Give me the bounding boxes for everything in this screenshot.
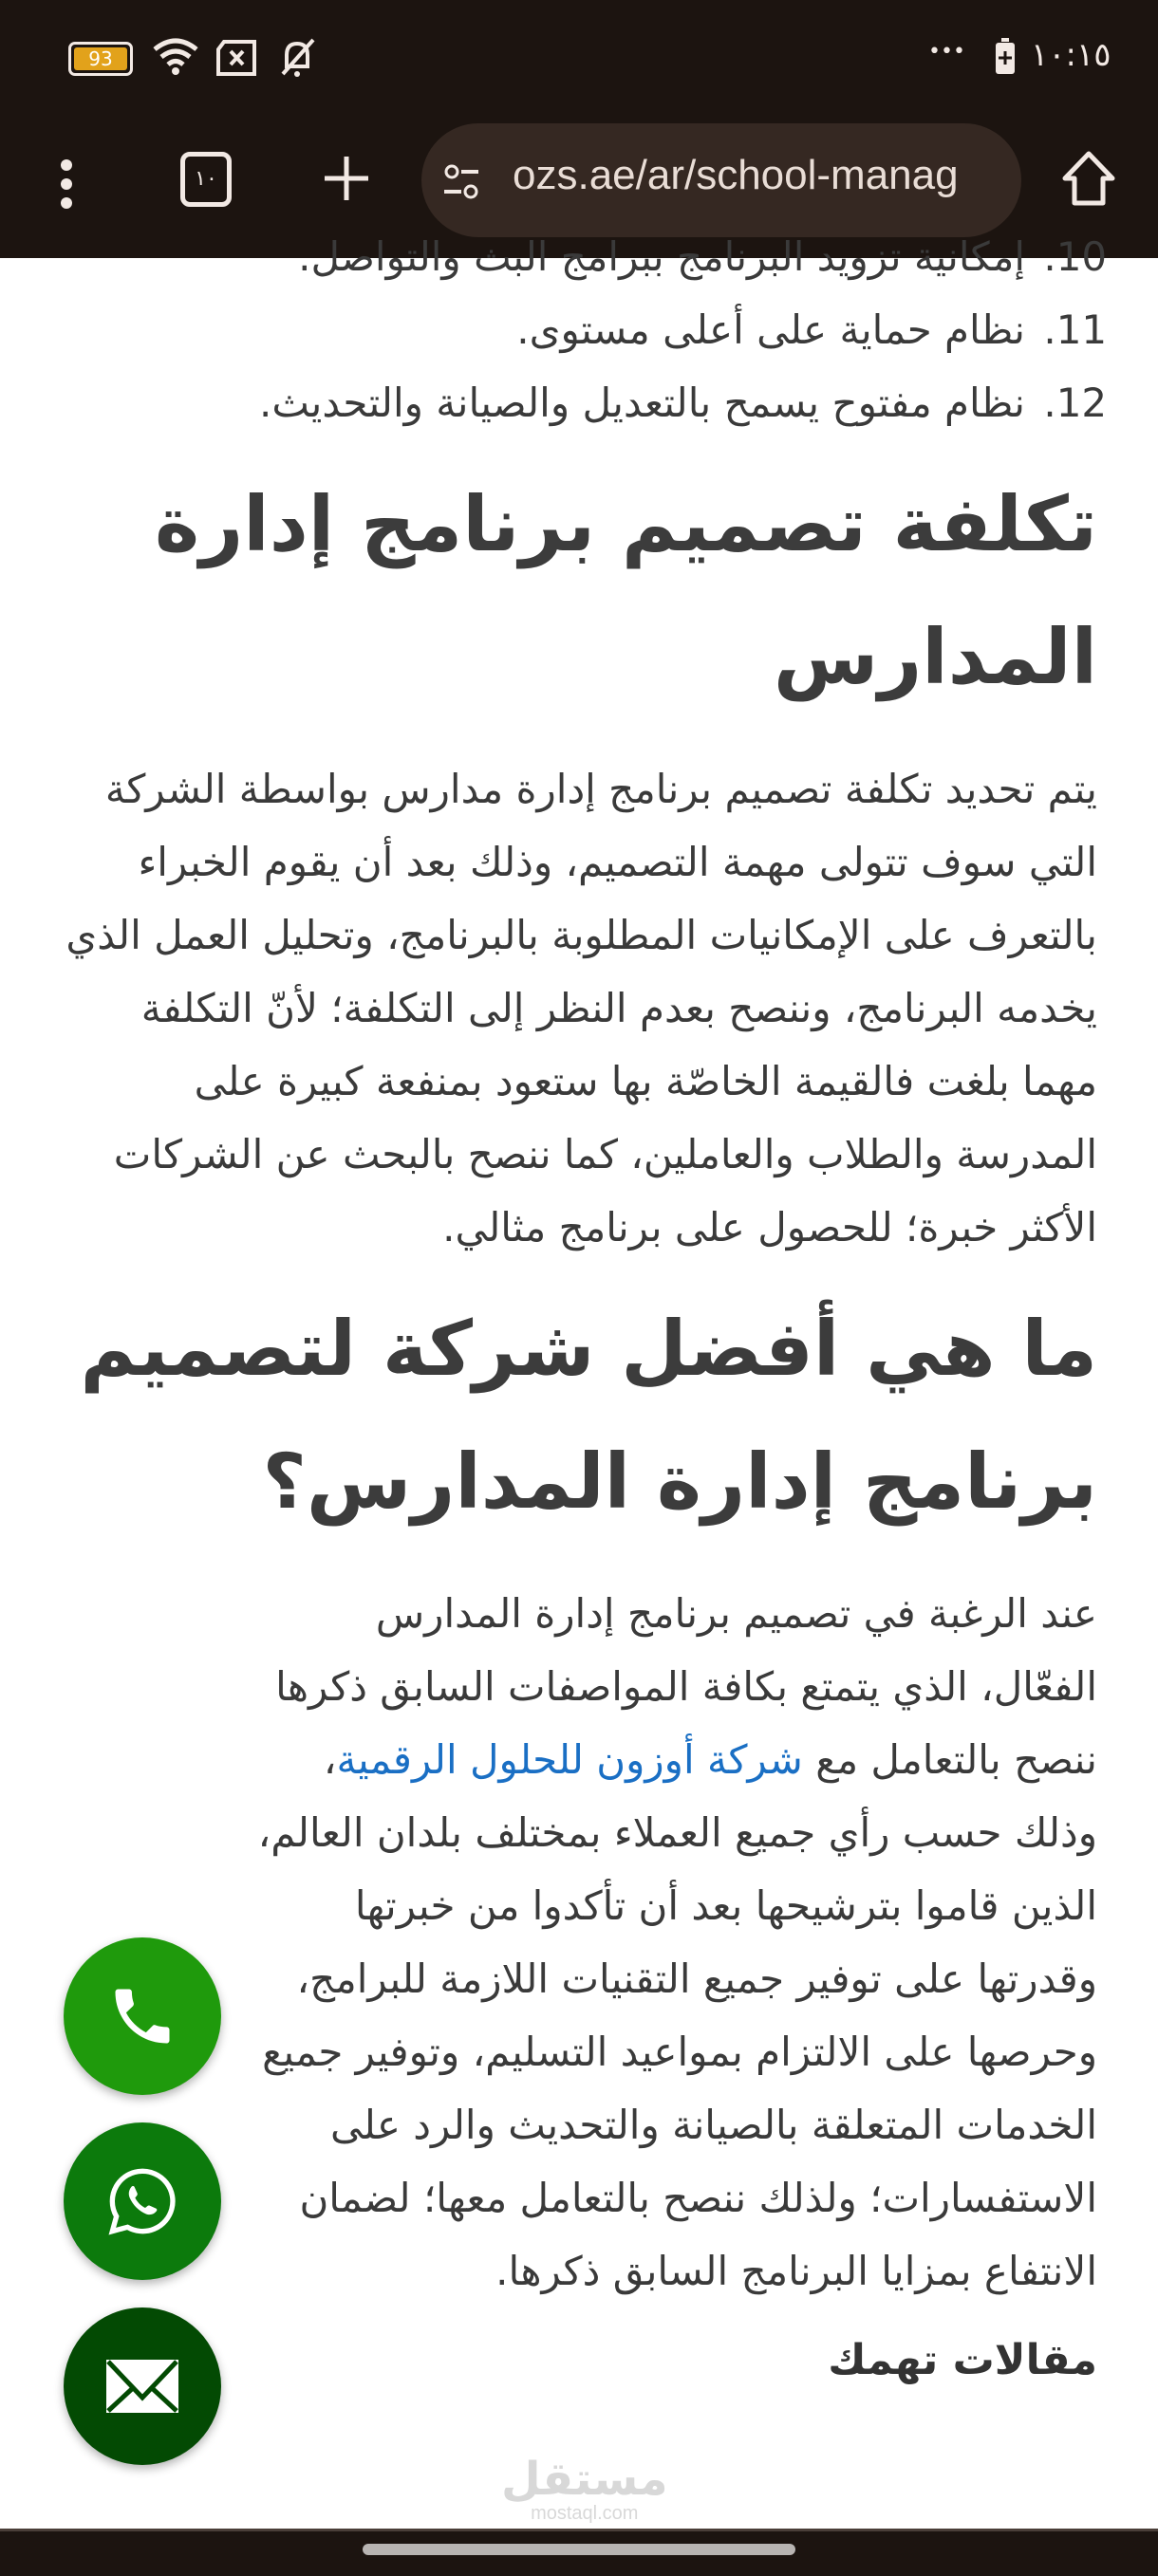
watermark-logo: مستقل mostaql.com: [501, 2453, 668, 2524]
gesture-nav-bar: [0, 2529, 1158, 2576]
paragraph-text: عند الرغبة في تصميم برنامج إدارة المدارس الفعّال، الذي يتمتع بكافة المواصفات السابق ذكرها ننصح بالتعامل مع: [275, 1590, 1097, 1783]
paragraph-cost: يتم تحديد تكلفة تصميم برنامج إدارة مدارس بواسطة الشركة التي سوف تتولى مهمة التصميم، وذلك بعد أن يقوم الخبراء بالتعرف على الإمكانيات المطلوبة بالبرنامج، وتحليل العمل الذي يخدمه البرنامج، وننصح بعدم النظر إلى التكلفة؛ لأنّ التكلفة مهما بلغت فالقيمة الخاصّة بها ستعود بمنفعة كبيرة على المدرسة والطلاب والعاملين، كما ننصح بالبحث عن الشركات الأكثر خبرة؛ للحصول على برنامج مثالي.: [65, 766, 1097, 1251]
url-text[interactable]: ozs.ae/ar/school-manag: [513, 152, 959, 198]
home-gesture-handle[interactable]: [363, 2544, 795, 2555]
clock: ١٠:١٥: [1031, 36, 1111, 74]
wifi-icon: [152, 38, 199, 76]
menu-icon[interactable]: [57, 156, 76, 213]
tabs-button[interactable]: ١٠: [180, 152, 232, 207]
battery-saver-icon: [995, 38, 1016, 74]
heading-best-company: ما هي أفضل شركة لتصميم برنامج إدارة المدارس؟: [80, 1305, 1097, 1526]
heading-cost: تكلفة تصميم برنامج إدارة المدارس: [154, 480, 1097, 701]
paragraph-text: ، وذلك حسب رأي جميع العملاء بمختلف بلدان العالم، الذين قاموا بترشيحها بعد أن تأكدوا من خبرتها وقدرتها على توفير جميع التقنيات اللازمة للبرامج، وحرصها على الالتزام بمواعيد التسليم، وتوفير جميع الخدمات المتعلقة بالصيانة والتحديث والرد على الاستفسارات؛ ولذلك ننصح بالتعامل معها؛ لضمان الانتفاع بمزايا البرنامج السابق ذكرها.: [257, 1736, 1097, 2294]
related-articles-heading: مقالات تهمك: [828, 2336, 1097, 2384]
phone-icon: [106, 1980, 178, 2052]
new-tab-icon[interactable]: [323, 155, 370, 202]
site-settings-icon[interactable]: [442, 163, 480, 201]
list-item: 10. إمكانية تزويد البرنامج ببرامج البث والتواصل.: [61, 220, 1031, 293]
email-button[interactable]: [64, 2307, 221, 2465]
feature-list: [61, 220, 1097, 439]
no-sim-icon: [215, 40, 258, 76]
battery-level: 93: [74, 47, 127, 70]
mute-icon: [275, 36, 319, 80]
mail-icon: [106, 2360, 178, 2413]
list-item: 11. نظام حماية على أعلى مستوى.: [61, 293, 1031, 366]
whatsapp-button[interactable]: [64, 2122, 221, 2280]
whatsapp-icon: [104, 2163, 180, 2239]
overflow-dots: •••: [928, 40, 965, 64]
home-icon[interactable]: [1061, 150, 1116, 207]
call-button[interactable]: [64, 1937, 221, 2095]
battery-icon: [68, 42, 133, 76]
company-link[interactable]: شركة أوزون للحلول الرقمية: [336, 1736, 803, 1783]
status-bar: [0, 0, 1158, 123]
list-item: 12. نظام مفتوح يسمح بالتعديل والصيانة والتحديث.: [61, 366, 1031, 439]
